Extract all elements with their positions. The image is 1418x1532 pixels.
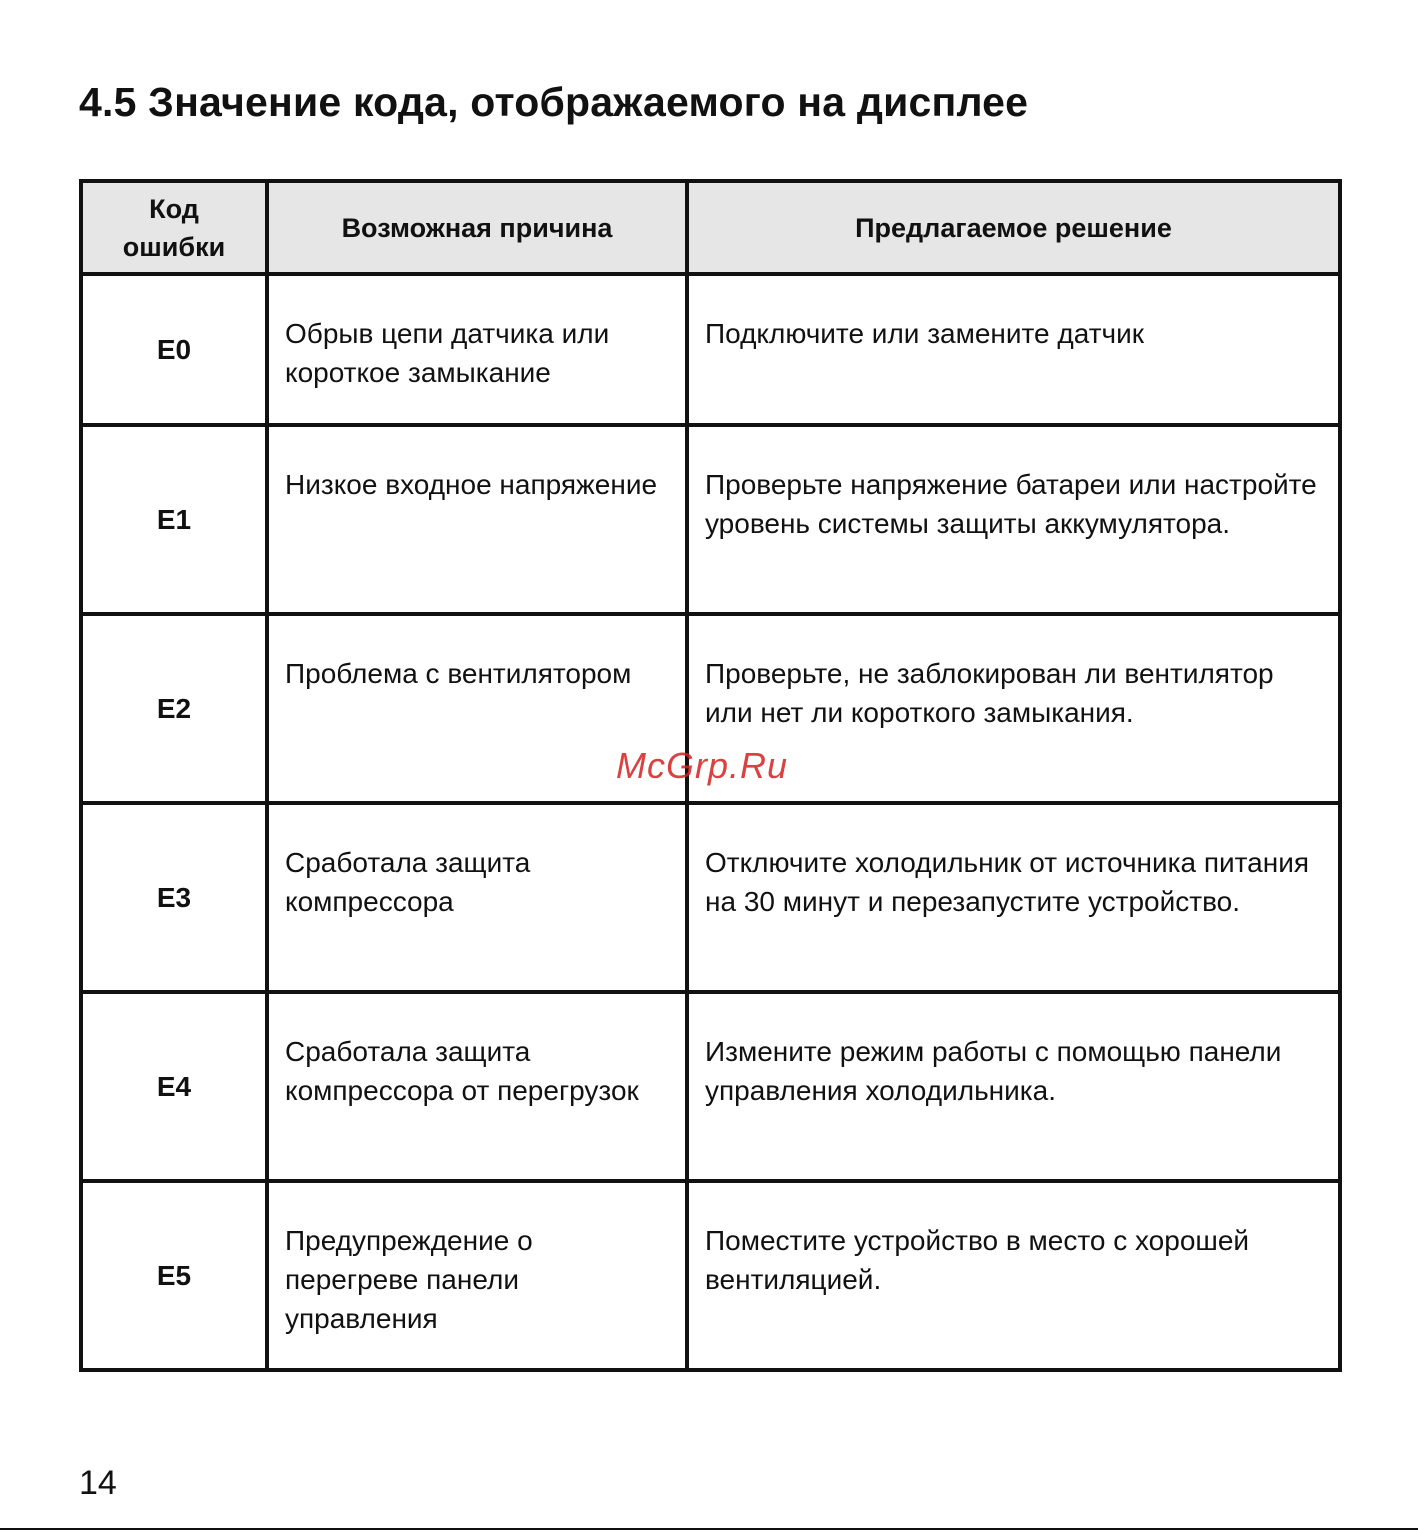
header-error-code [81,181,267,274]
bottom-divider [0,1528,1418,1530]
solution-cell: Проверьте напряжение батареи или настройте уровень системы защиты аккумулятора. [687,425,1340,614]
table-row [81,425,1340,614]
cause-cell: Предупреждение о перегреве панели управления [267,1181,687,1370]
cause-cell: Сработала защита компрессора от перегрузок [267,992,687,1181]
page-number: 14 [79,1464,117,1502]
cause-cell: Проблема с вентилятором [267,614,687,803]
cause-cell: Обрыв цепи датчика или короткое замыкание [267,274,687,425]
error-code-cell: E0 [81,274,267,425]
solution-cell: Отключите холодильник от источника питания на 30 минут и перезапустите устройство. [687,803,1340,992]
table-row [81,992,1340,1181]
error-code-cell: E3 [81,803,267,992]
table-row [81,1181,1340,1370]
solution-cell: Измените режим работы с помощью панели управления холодильника. [687,992,1340,1181]
error-code-cell: E5 [81,1181,267,1370]
table-row [81,274,1340,425]
watermark: McGrp.Ru [616,745,789,786]
table-header-row [81,181,1340,274]
cause-cell: Сработала защита компрессора [267,803,687,992]
error-code-cell: E2 [81,614,267,803]
header-possible-cause: Возможная причина [267,181,687,274]
table-row [81,803,1340,992]
solution-cell: Поместите устройство в место с хорошей вентиляцией. [687,1181,1340,1370]
header-error-code-label: Код ошибки [122,193,226,262]
error-code-cell: E1 [81,425,267,614]
solution-cell: Подключите или замените датчик [687,274,1340,425]
page-title: 4.5 Значение кода, отображаемого на дисплее [79,79,1029,125]
cause-cell: Низкое входное напряжение [267,425,687,614]
header-suggested-solution: Предлагаемое решение [687,181,1340,274]
error-code-cell: E4 [81,992,267,1181]
solution-cell: Проверьте, не заблокирован ли вентилятор или нет ли короткого замыкания. [687,614,1340,803]
